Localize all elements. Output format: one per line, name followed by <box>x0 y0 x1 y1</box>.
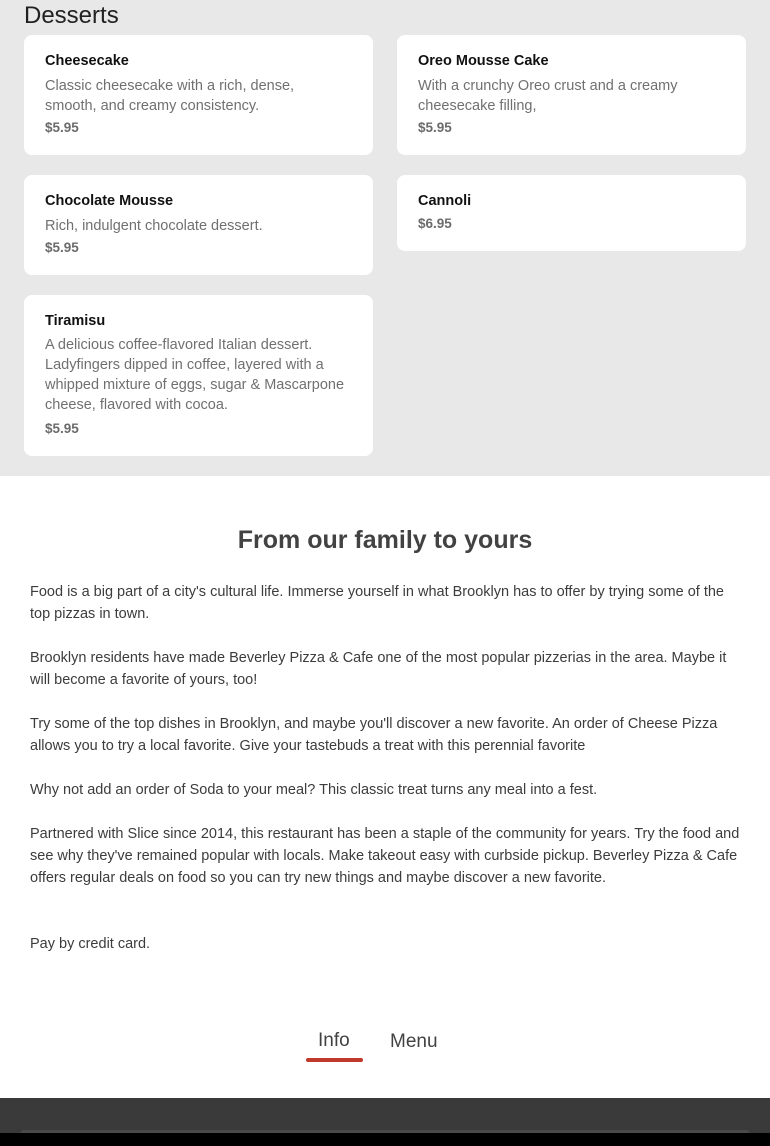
item-description: Rich, indulgent chocolate dessert. <box>45 218 263 234</box>
item-price: $6.95 <box>418 216 452 231</box>
about-paragraph: Try some of the top dishes in Brooklyn, and maybe you'll discover a new favorite. An order of Cheese Pizza allows you to try a local favorite. Give your tastebuds a treat with this perennial favorite <box>30 716 718 754</box>
about-paragraph: Why not add an order of Soda to your meal? This classic treat turns any meal into a fest. <box>30 782 598 798</box>
desserts-section <box>0 0 770 476</box>
item-price: $5.95 <box>418 120 452 135</box>
bottom-bar <box>0 1133 770 1146</box>
item-name: Tiramisu <box>45 313 106 329</box>
active-tab-indicator <box>306 1058 363 1062</box>
about-section <box>0 476 770 1098</box>
about-paragraph: Pay by credit card. <box>30 936 151 952</box>
tab-bar <box>0 1028 770 1068</box>
item-description: Classic cheesecake with a rich, dense, smooth, and creamy consistency. <box>45 78 295 114</box>
section-title: Desserts <box>24 2 119 29</box>
about-paragraph: Partnered with Slice since 2014, this restaurant has been a staple of the community for years. Try the food and see why they've remained popular with locals. Make takeout easy with curbside pickup. Beverley Pizza & Cafe offers regular deals on food so you can try new things and maybe discover a new favorite. <box>30 826 740 886</box>
about-paragraph: Food is a big part of a city's cultural life. Immerse yourself in what Brooklyn has to offer by trying some of the top pizzas in town. <box>30 584 724 622</box>
about-title: From our family to yours <box>237 526 533 554</box>
item-name: Cannoli <box>418 193 472 209</box>
tab-info[interactable]: Info <box>318 1030 350 1051</box>
item-name: Cheesecake <box>45 53 129 69</box>
item-name: Oreo Mousse Cake <box>418 53 549 69</box>
about-paragraph: Brooklyn residents have made Beverley Pizza & Cafe one of the most popular pizzerias in the area. Maybe it will become a favorite of yours, too! <box>30 650 727 688</box>
item-description: A delicious coffee-flavored Italian dessert. Ladyfingers dipped in coffee, layered with a whipped mixture of eggs, sugar & Mascarpone cheese, flavored with cocoa. <box>45 337 345 413</box>
tab-menu[interactable]: Menu <box>390 1031 438 1052</box>
item-price: $5.95 <box>45 120 79 135</box>
menu-item-oreo-mousse-cake[interactable] <box>397 35 746 155</box>
menu-item-cheesecake[interactable] <box>24 35 373 155</box>
menu-item-cannoli[interactable] <box>397 175 746 251</box>
menu-item-tiramisu[interactable] <box>24 295 373 456</box>
item-description: With a crunchy Oreo crust and a creamy cheesecake filling, <box>418 78 678 114</box>
item-price: $5.95 <box>45 240 79 255</box>
item-name: Chocolate Mousse <box>45 193 174 209</box>
item-price: $5.95 <box>45 421 79 436</box>
menu-item-chocolate-mousse[interactable] <box>24 175 373 275</box>
